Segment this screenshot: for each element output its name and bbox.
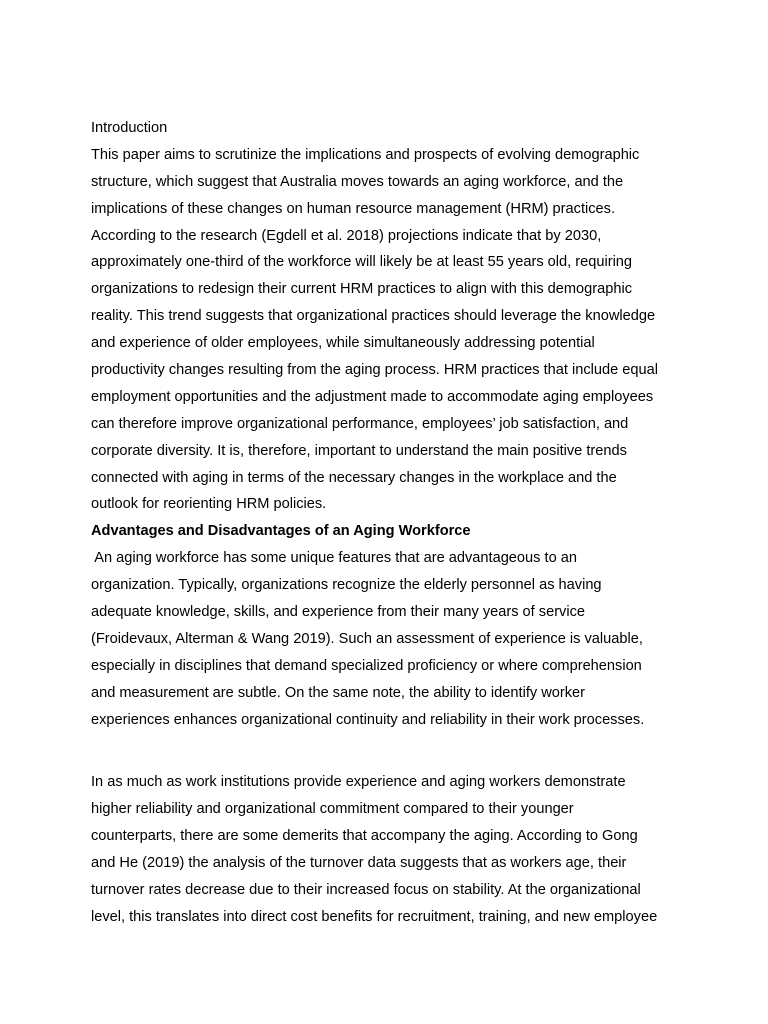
paragraph-line: and experience of older employees, while simultaneously addressing potential xyxy=(91,335,595,352)
paragraph-line: can therefore improve organizational performance, employees’ job satisfaction, and xyxy=(91,415,629,432)
paragraph-line: productivity changes resulting from the aging process. HRM practices that include equal xyxy=(91,362,659,379)
paragraph-line: especially in disciplines that demand specialized proficiency or where comprehension xyxy=(91,657,642,674)
paragraph-line: level, this translates into direct cost benefits for recruitment, training, and new employee xyxy=(91,908,658,925)
paragraph-line: structure, which suggest that Australia moves towards an aging workforce, and the xyxy=(91,173,624,190)
paragraph-line: employment opportunities and the adjustment made to accommodate aging employees xyxy=(91,388,654,405)
heading-introduction: Introduction xyxy=(91,120,168,136)
paragraph-advantages xyxy=(91,545,687,733)
paragraph-line: corporate diversity. It is, therefore, important to understand the main positive trends xyxy=(91,442,627,459)
paragraph-line: approximately one-third of the workforce will likely be at least 55 years old, requiring xyxy=(91,254,633,271)
paragraph-line: outlook for reorienting HRM policies. xyxy=(91,496,327,513)
paragraph-line: higher reliability and organizational commitment compared to their younger xyxy=(91,801,574,818)
paragraph-line: According to the research (Egdell et al. 2018) projections indicate that by 2030, xyxy=(91,227,602,244)
paragraph-line: and measurement are subtle. On the same note, the ability to identify worker xyxy=(91,684,586,701)
paragraph-line: An aging workforce has some unique features that are advantageous to an xyxy=(91,550,577,567)
document-body xyxy=(91,115,687,931)
paragraph-line: counterparts, there are some demerits that accompany the aging. According to Gong xyxy=(91,828,638,845)
paragraph-line: experiences enhances organizational continuity and reliability in their work processes. xyxy=(91,711,645,728)
paragraph-line: turnover rates decrease due to their increased focus on stability. At the organizational xyxy=(91,882,641,899)
paragraph-line: This paper aims to scrutinize the implications and prospects of evolving demographic xyxy=(91,146,640,163)
paragraph-line: In as much as work institutions provide experience and aging workers demonstrate xyxy=(91,774,626,791)
paragraph-line: organizations to redesign their current HRM practices to align with this demographic xyxy=(91,281,633,298)
paragraph-line: implications of these changes on human resource management (HRM) practices. xyxy=(91,200,615,217)
paragraph-spacer xyxy=(91,733,687,769)
heading-advantages: Advantages and Disadvantages of an Aging Workforce xyxy=(91,523,471,540)
paragraph-line: and He (2019) the analysis of the turnover data suggests that as workers age, their xyxy=(91,855,627,872)
paragraph-turnover xyxy=(91,769,687,930)
paragraph-introduction xyxy=(91,142,687,518)
paragraph-line: adequate knowledge, skills, and experience from their many years of service xyxy=(91,604,586,621)
paragraph-line: reality. This trend suggests that organizational practices should leverage the knowledge xyxy=(91,308,656,325)
paragraph-line: (Froidevaux, Alterman & Wang 2019). Such an assessment of experience is valuable, xyxy=(91,630,643,647)
paragraph-line: connected with aging in terms of the necessary changes in the workplace and the xyxy=(91,469,617,486)
paragraph-line: organization. Typically, organizations recognize the elderly personnel as having xyxy=(91,577,602,594)
